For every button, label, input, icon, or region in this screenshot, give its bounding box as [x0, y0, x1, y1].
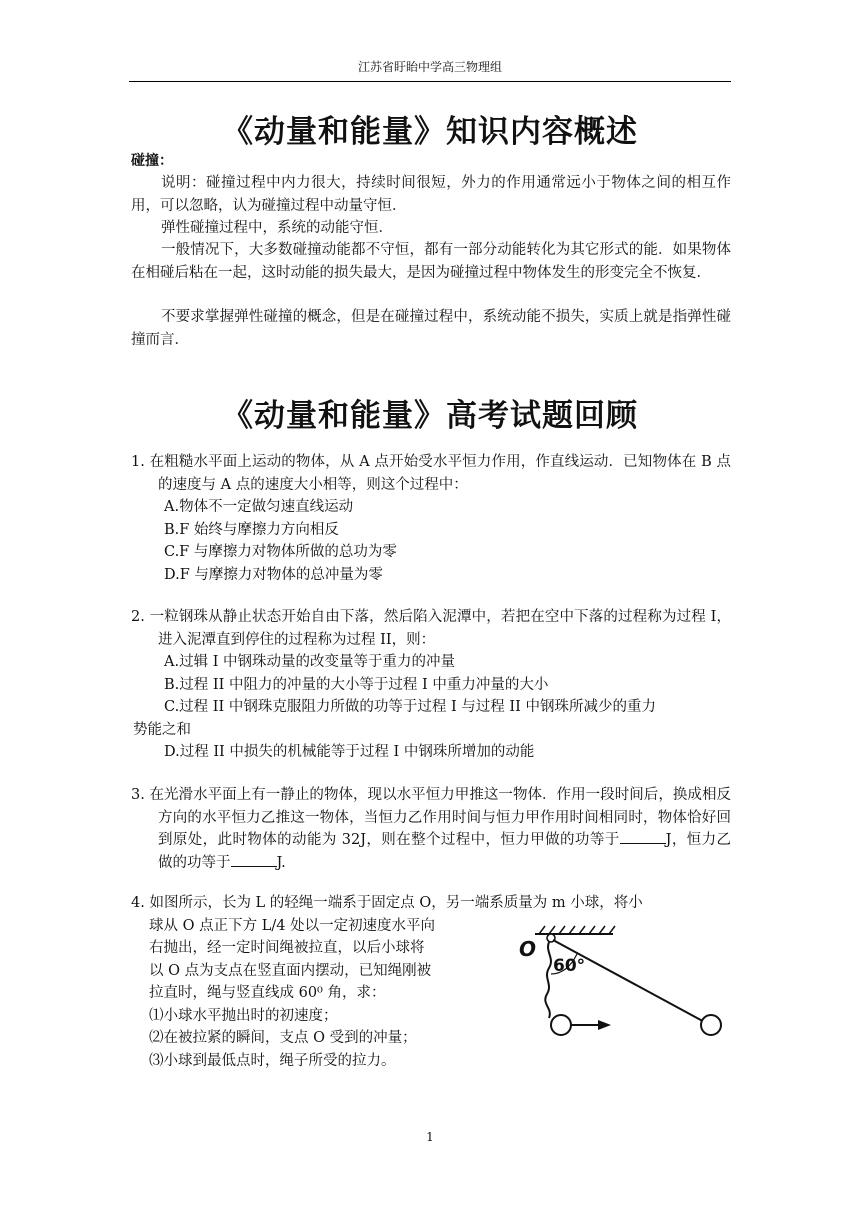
question-2-option-a: A.过辑 I 中钢珠动量的改变量等于重力的冲量: [164, 654, 456, 670]
question-4-stem: 4. 如图所示，长为 L 的轻绳一端系于固定点 O，另一端系质量为 m 小球，将小: [131, 895, 643, 911]
title-exam-review: 《动量和能量》高考试题回顾: [222, 398, 638, 434]
question-2: [131, 606, 731, 764]
paragraph-1: 说明：碰撞过程中内力很大，持续时间很短，外力的作用通常远小于物体之间的相互作用，可以忽略，认为碰撞过程中动量守恒．: [131, 175, 731, 214]
ceiling-hatch: [539, 926, 615, 934]
question-2-option-d: D.过程 II 中损失的机械能等于过程 I 中钢珠所增加的动能: [164, 744, 535, 760]
question-4-line-3: 以 O 点为支点在竖直面内摆动，已知绳刚被: [149, 962, 432, 979]
question-4-line-1: 球从 O 点正下方 L/4 处以一定初速度水平向: [149, 917, 436, 934]
angle-label: 60°: [553, 956, 586, 976]
section-label-collision: 碰撞：: [131, 153, 173, 169]
answer-blank-2[interactable]: [231, 852, 277, 867]
question-3-text-a: 3. 在光滑水平面上有一静止的物体，现以水平恒力甲推这一物体．作用一段时间后，换成相反方向的水平恒力乙推这一物体，当恒力乙作用时间与恒力甲作用时间相同时，物体恰好回到原处，此时物体的动能为 32J，则在整个过程中，恒力甲做的功等于: [131, 787, 731, 848]
question-2-option-b: B.过程 II 中阻力的冲量的大小等于过程 I 中重力冲量的大小: [164, 676, 549, 693]
page-header: 江苏省盱眙中学高三物理组: [129, 59, 731, 82]
question-4-body: [131, 915, 499, 1073]
ball-taut: [701, 1015, 721, 1035]
paragraph-3: 一般情况下，大多数碰撞动能都不守恒，都有一部分动能转化为其它形式的能．如果物体在相碰后粘在一起，这时动能的损失最大，是因为碰撞过程中物体发生的形变完全不恢复．: [131, 242, 731, 281]
question-1: [131, 451, 731, 586]
velocity-arrowhead: [598, 1020, 611, 1030]
paragraph-2: 弹性碰撞过程中，系统的动能守恒．: [161, 220, 393, 236]
question-1-option-a: A.物体不一定做匀速直线运动: [164, 499, 354, 515]
question-3-text-c: J.: [276, 854, 286, 871]
question-1-option-c: C.F 与摩擦力对物体所做的总功为零: [164, 544, 397, 560]
question-3-stem: [131, 784, 731, 874]
ball-start: [551, 1015, 571, 1035]
question-2-option-c: C.过程 II 中钢珠克服阻力所做的功等于过程 I 与过程 II 中钢珠所减少的重力: [164, 699, 656, 715]
question-4-line-4: 拉直时，绳与竖直线成 60⁰ 角，求：: [149, 985, 386, 1001]
taut-rope: [553, 940, 710, 1025]
paragraph-4: 不要求掌握弹性碰撞的概念，但是在碰撞过程中，系统动能不损失，实质上就是指弹性碰撞而言．: [131, 309, 731, 348]
answer-blank-1[interactable]: [620, 829, 666, 844]
title-overview: 《动量和能量》知识内容概述: [222, 114, 638, 150]
point-o-label: O: [519, 937, 537, 961]
question-2-option-c-continued: 势能之和: [133, 721, 191, 738]
slack-rope: [545, 942, 551, 1018]
question-3: [131, 784, 731, 874]
pendulum-figure: [505, 922, 735, 1040]
question-1-option-d: D.F 与摩擦力对物体的总冲量为零: [164, 566, 383, 583]
question-4-line-2: 右抛出，经一定时间绳被拉直，以后小球将: [149, 940, 425, 956]
question-4-part-1: ⑴小球水平抛出时的初速度；: [149, 1007, 338, 1024]
question-1-option-b: B.F 始终与摩擦力方向相反: [164, 521, 339, 538]
question-3-text-b: J，恒力乙做的功等于: [158, 832, 732, 871]
question-4-part-2: ⑵在被拉紧的瞬间，支点 O 受到的冲量；: [149, 1030, 417, 1046]
question-4-part-3: ⑶小球到最低点时，绳子所受的拉力。: [149, 1052, 396, 1069]
question-1-stem: 1. 在粗糙水平面上运动的物体，从 A 点开始受水平恒力作用，作直线运动．已知物体在 B 点的速度与 A 点的速度大小相等，则这个过程中：: [131, 454, 731, 493]
question-2-stem: 2. 一粒钢珠从静止状态开始自由下落，然后陷入泥潭中，若把在空中下落的过程称为过程 I，进入泥潭直到停住的过程称为过程 II，则：: [131, 609, 731, 648]
page-number: 1: [426, 1130, 434, 1144]
